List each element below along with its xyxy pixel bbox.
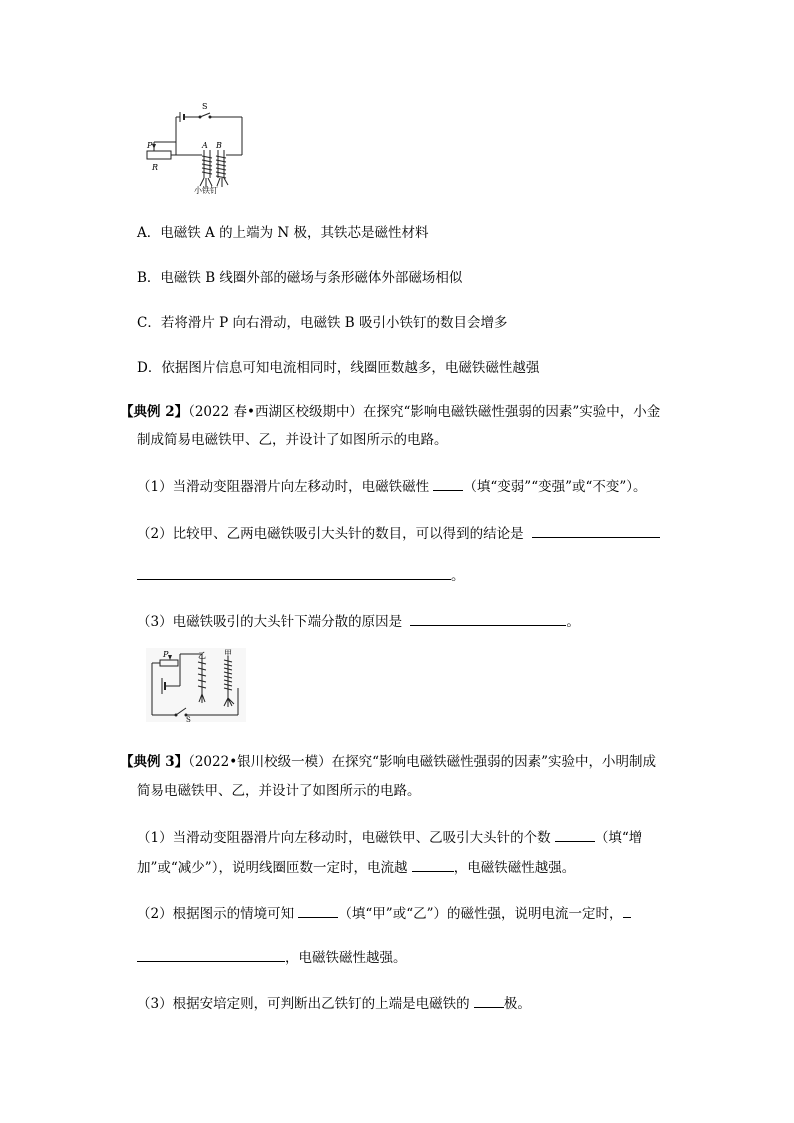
example3-header xyxy=(120,750,656,770)
example2-q2-text: （2）比较甲、乙两电磁铁吸引大头针的数目，可以得到的结论是 xyxy=(137,526,524,542)
example2-q2 xyxy=(137,522,660,542)
example3-line1: （2022•银川校级一模）在探究“影响电磁铁磁性强弱的因素”实验中，小明制成 xyxy=(188,754,656,770)
example2-q3: （3）电磁铁吸引的大头针下端分散的原因是 。 xyxy=(137,610,580,630)
example2-line2: 制成简易电磁铁甲、乙，并设计了如图所示的电路。 xyxy=(137,432,448,448)
slider-label: P xyxy=(147,141,153,150)
option-b: B．电磁铁 B 线圈外部的磁场与条形磁体外部磁场相似 xyxy=(137,270,463,286)
nails-label: 小铁钉 xyxy=(194,186,218,194)
example3-tag: 【典例 3】 xyxy=(120,754,189,770)
option-a: A．电磁铁 A 的上端为 N 极，其铁芯是磁性材料 xyxy=(137,225,429,241)
example3-line2: 简易电磁铁甲、乙，并设计了如图所示的电路。 xyxy=(137,783,421,799)
circuit-diagram-1 xyxy=(142,98,248,194)
switch-label: S xyxy=(202,102,208,111)
answer-blank[interactable] xyxy=(555,827,595,842)
example3-q1-cont: 加”或“减少”），说明线圈匝数一定时，电流越 ，电磁铁磁性越强。 xyxy=(137,856,575,876)
answer-blank[interactable] xyxy=(137,565,451,580)
example2-q1-options: （填“变弱”“变强”或“不变”）。 xyxy=(463,479,647,495)
example3-q2: （2）根据图示的情境可知 （填“甲”或“乙”）的磁性强，说明电流一定时， xyxy=(137,902,631,922)
circuit-figure-2 xyxy=(146,648,246,722)
example3-q1: （1）当滑动变阻器滑片向左移动时，电磁铁甲、乙吸引大头针的个数 （填“增 xyxy=(137,826,642,846)
example3-q2-cont: ，电磁铁磁性越强。 xyxy=(137,946,407,966)
example2-q3-text: （3）电磁铁吸引的大头针下端分散的原因是 xyxy=(137,614,403,630)
magnet-jia-label: 甲 xyxy=(224,649,232,658)
answer-blank[interactable] xyxy=(412,857,454,872)
magnet-b-label: B xyxy=(216,141,222,150)
answer-blank[interactable] xyxy=(410,611,566,626)
magnet-a-label: A xyxy=(202,141,208,150)
slider-label: P xyxy=(163,650,169,659)
example2-header xyxy=(120,400,660,420)
example2-tag: 【典例 2】 xyxy=(120,404,189,420)
example2-q2-cont: 。 xyxy=(137,564,465,584)
option-c: C．若将滑片 P 向右滑动，电磁铁 B 吸引小铁钉的数目会增多 xyxy=(137,315,508,331)
answer-blank[interactable] xyxy=(433,476,463,491)
magnet-yi-label: 乙 xyxy=(198,651,206,660)
option-d: D．依据图片信息可知电流相同时，线圈匝数越多，电磁铁磁性越强 xyxy=(137,360,540,376)
answer-blank[interactable] xyxy=(298,903,338,918)
example2-line1: （2022 春•西湖区校级期中）在探究“影响电磁铁磁性强弱的因素”实验中，小金 xyxy=(188,404,661,420)
resistor-label: R xyxy=(152,163,159,172)
answer-blank[interactable] xyxy=(137,947,285,962)
answer-blank[interactable] xyxy=(474,993,504,1008)
switch-label: S xyxy=(186,716,191,722)
answer-blank[interactable] xyxy=(623,903,631,918)
answer-blank[interactable] xyxy=(532,523,660,538)
example2-q1-text: （1）当滑动变阻器滑片向左移动时，电磁铁磁性 xyxy=(137,479,430,495)
example3-q3: （3）根据安培定则，可判断出乙铁钉的上端是电磁铁的 极。 xyxy=(137,992,531,1012)
circuit-figure-1 xyxy=(142,98,248,194)
circuit-diagram-2 xyxy=(146,648,246,722)
example2-q1 xyxy=(137,475,647,495)
example3-q1-text: （1）当滑动变阻器滑片向左移动时，电磁铁甲、乙吸引大头针的个数 xyxy=(137,830,551,846)
